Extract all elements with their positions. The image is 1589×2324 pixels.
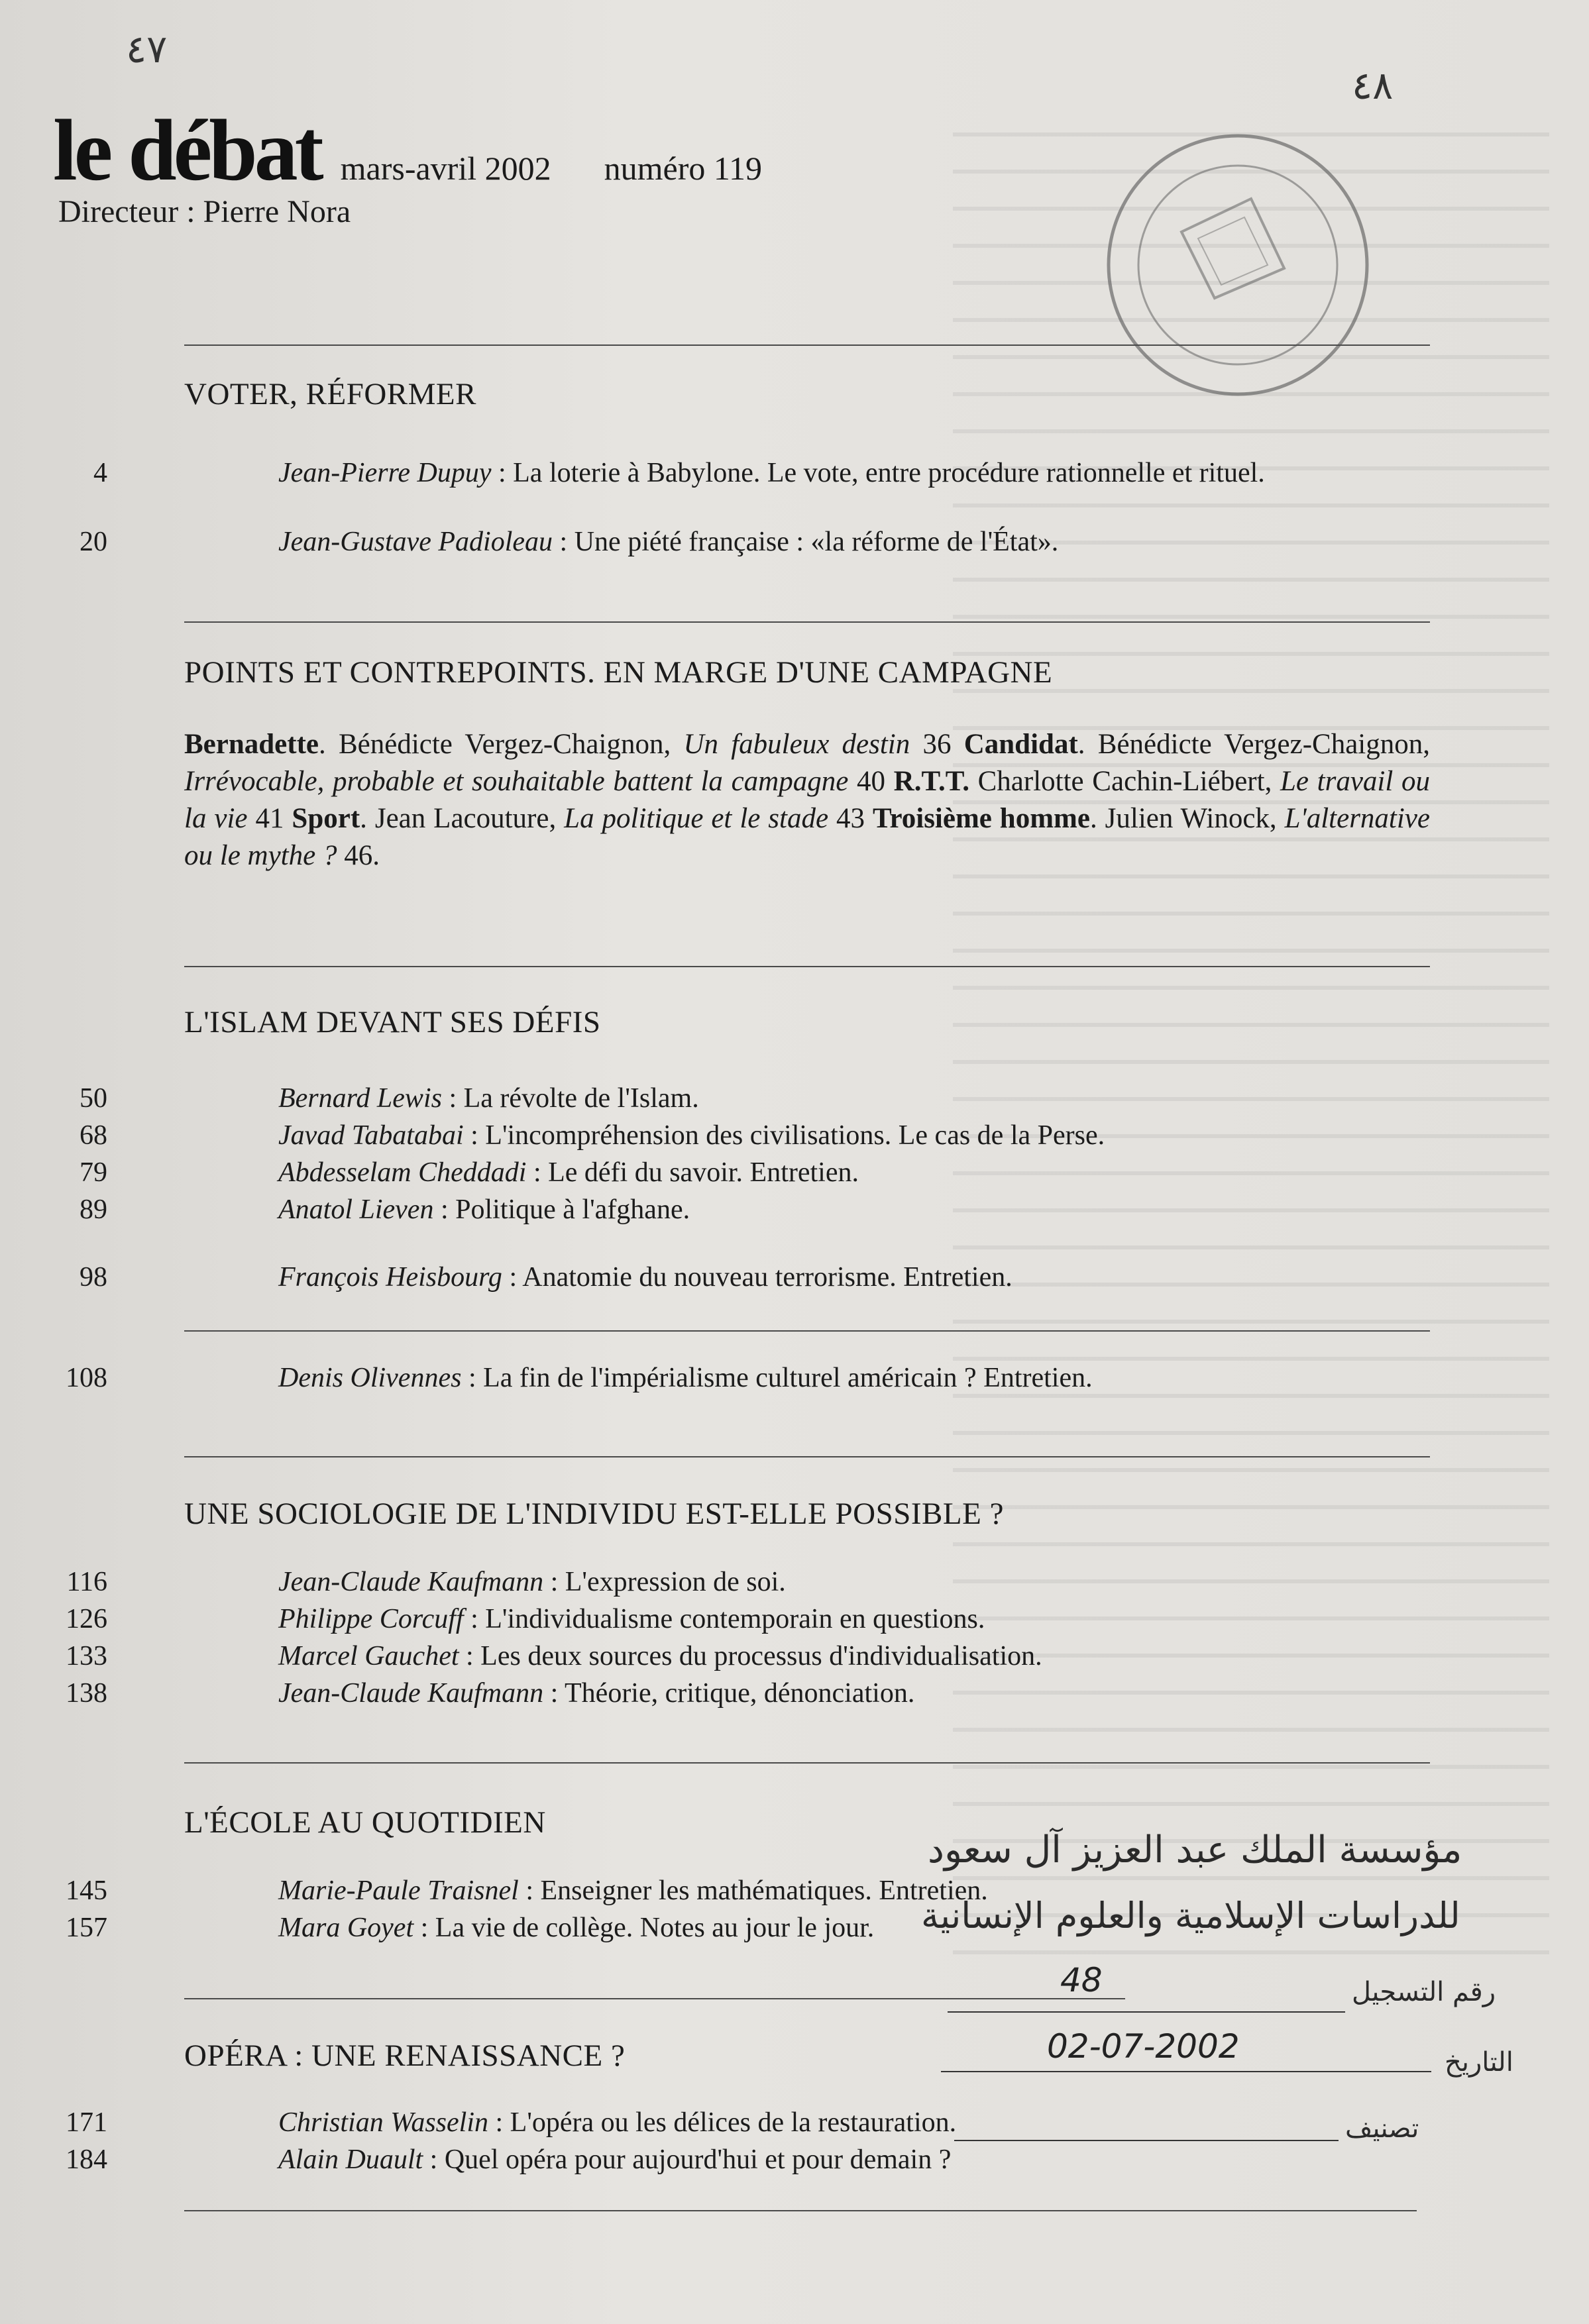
- section-heading-islam: L'ISLAM DEVANT SES DÉFIS: [184, 1005, 601, 1039]
- author: Christian Wasselin: [278, 2107, 489, 2138]
- article-title: : Une piété française : «la réforme de l'État».: [553, 527, 1059, 557]
- section-divider: [184, 1456, 1430, 1457]
- rubric: R.T.T.: [893, 766, 969, 797]
- page-number: 126: [66, 1604, 107, 1634]
- masthead: [53, 99, 762, 201]
- author: François Heisbourg: [278, 1262, 502, 1293]
- page-number: 157: [66, 1913, 107, 1943]
- page-number: 20: [80, 527, 107, 557]
- page-number: 138: [66, 1678, 107, 1709]
- author: Marcel Gauchet: [278, 1641, 459, 1671]
- page-number: 145: [66, 1875, 107, 1906]
- page-number: 40: [848, 766, 894, 797]
- director-line: Directeur : Pierre Nora: [58, 194, 351, 229]
- author: Denis Olivennes: [278, 1363, 462, 1393]
- article-title: L'alternative ou le mythe ?: [184, 803, 1430, 871]
- article-title: La politique et le stade: [564, 803, 829, 834]
- rubric: Candidat: [963, 729, 1078, 760]
- issue-number: numéro 119: [604, 150, 762, 187]
- registration-underline: [948, 2011, 1345, 2013]
- article-title: : L'opéra ou les délices de la restauration.: [488, 2107, 957, 2138]
- section-divider: [184, 1762, 1430, 1764]
- page-number: 171: [66, 2107, 107, 2138]
- page-number: 41: [247, 803, 292, 834]
- section-heading-points: POINTS ET CONTREPOINTS. EN MARGE D'UNE CAMPAGNE: [184, 655, 1053, 690]
- section-heading-ecole: L'ÉCOLE AU QUOTIDIEN: [184, 1805, 546, 1840]
- library-seal: [1046, 99, 1403, 417]
- page-number: 98: [80, 1262, 107, 1293]
- page-number: 108: [66, 1363, 107, 1393]
- article-title: : La révolte de l'Islam.: [441, 1083, 699, 1114]
- article-title: : La fin de l'impérialisme culturel américain ? Entretien.: [461, 1363, 1093, 1393]
- stamp-institution-line2: للدراسات الإسلامية والعلوم الإنسانية: [921, 1895, 1460, 1936]
- stamp-institution-line1: مؤسسة الملك عبد العزيز آل سعود: [928, 1828, 1462, 1872]
- section-divider: [184, 344, 1430, 346]
- author: Anatol Lieven: [278, 1194, 434, 1225]
- article-title: Un fabuleux destin: [683, 729, 910, 760]
- page-number: 43: [828, 803, 873, 834]
- author: Jean-Claude Kaufmann: [278, 1567, 544, 1597]
- section-heading-opera: OPÉRA : UNE RENAISSANCE ?: [184, 2038, 626, 2073]
- article-title: : Quel opéra pour aujourd'hui et pour demain ?: [423, 2144, 952, 2175]
- author: Jean-Gustave Padioleau: [278, 527, 553, 557]
- section-divider: [184, 2210, 1417, 2211]
- article-title: : Enseigner les mathématiques. Entretien.: [518, 1875, 988, 1906]
- section-divider: [184, 621, 1430, 623]
- author: Philippe Corcuff: [278, 1604, 464, 1634]
- page-number: 36: [910, 729, 964, 760]
- author: Alain Duault: [278, 2144, 423, 2175]
- classification-underline: [954, 2140, 1339, 2141]
- issue-date: mars-avril 2002: [340, 150, 551, 187]
- author: Bernard Lewis: [278, 1083, 442, 1114]
- page-number: 133: [66, 1641, 107, 1671]
- page-number: 50: [80, 1083, 107, 1114]
- rubric: Troisième homme: [872, 803, 1090, 834]
- section-divider: [184, 966, 1430, 967]
- section-heading-voter: VOTER, RÉFORMER: [184, 377, 476, 411]
- author: Mara Goyet: [278, 1913, 414, 1943]
- author: Jean-Claude Kaufmann: [278, 1678, 544, 1709]
- page-number: 46.: [337, 840, 380, 871]
- article-title: : La loterie à Babylone. Le vote, entre procédure rationnelle et rituel.: [491, 458, 1265, 488]
- page-number: 116: [66, 1567, 107, 1597]
- magazine-logo: le débat: [53, 101, 321, 199]
- stamp-date-label: التاريخ: [1445, 2047, 1513, 2078]
- section-divider: [184, 1998, 1125, 1999]
- page-number: 4: [93, 458, 107, 488]
- article-title: Irrévocable, probable et souhaitable battent la campagne: [184, 766, 849, 797]
- points-paragraph: Bernadette. Bénédicte Vergez-Chaignon, Un fabuleux destin 36 Candidat. Bénédicte Vergez-Chaignon, Irrévocable, probable et souhaitable battent la campagne 40 R.T.T. Charlotte Cachin-Liébert, Le travail ou la vie 41 Sport. Jean Lacouture, La politique et le stade 43 Troisième homme. Julien Winock, L'alternative ou le mythe ? 46.: [184, 729, 1431, 871]
- article-title: : La vie de collège. Notes au jour le jour.: [413, 1913, 875, 1943]
- handwritten-number-top-right: ٤٨: [1352, 63, 1394, 108]
- page-number: 89: [80, 1194, 107, 1225]
- article-title: : Théorie, critique, dénonciation.: [543, 1678, 915, 1709]
- stamp-classification-label: تصنيف: [1345, 2113, 1419, 2144]
- handwritten-number-top-left: ٤٧: [126, 26, 168, 72]
- stamp-registration-label: رقم التسجيل: [1352, 1977, 1496, 2007]
- article-title: : Politique à l'afghane.: [433, 1194, 690, 1225]
- author: Jean-Pierre Dupuy: [278, 458, 492, 488]
- article-title: Le travail ou la vie: [184, 766, 1430, 834]
- date-underline: [941, 2071, 1431, 2072]
- article-title: : L'expression de soi.: [543, 1567, 786, 1597]
- section-divider: [184, 1330, 1430, 1332]
- registration-number: 48: [1060, 1961, 1103, 1999]
- author: Abdesselam Cheddadi: [278, 1157, 527, 1188]
- page-number: 68: [80, 1120, 107, 1151]
- article-title: : Le défi du savoir. Entretien.: [526, 1157, 859, 1188]
- rubric: Sport: [292, 803, 360, 834]
- article-title: : L'individualisme contemporain en questions.: [463, 1604, 985, 1634]
- rubric: Bernadette: [184, 729, 319, 760]
- section-heading-sociologie: UNE SOCIOLOGIE DE L'INDIVIDU EST-ELLE POSSIBLE ?: [184, 1497, 1004, 1531]
- page-number: 79: [80, 1157, 107, 1188]
- article-title: : L'incompréhension des civilisations. Le cas de la Perse.: [463, 1120, 1105, 1151]
- article-title: : Les deux sources du processus d'individualisation.: [459, 1641, 1042, 1671]
- author: Marie-Paule Traisnel: [278, 1875, 519, 1906]
- article-title: : Anatomie du nouveau terrorisme. Entretien.: [502, 1262, 1013, 1293]
- page-number: 184: [66, 2144, 107, 2175]
- author: Javad Tabatabai: [278, 1120, 464, 1151]
- registration-date: 02-07-2002: [1047, 2027, 1240, 2066]
